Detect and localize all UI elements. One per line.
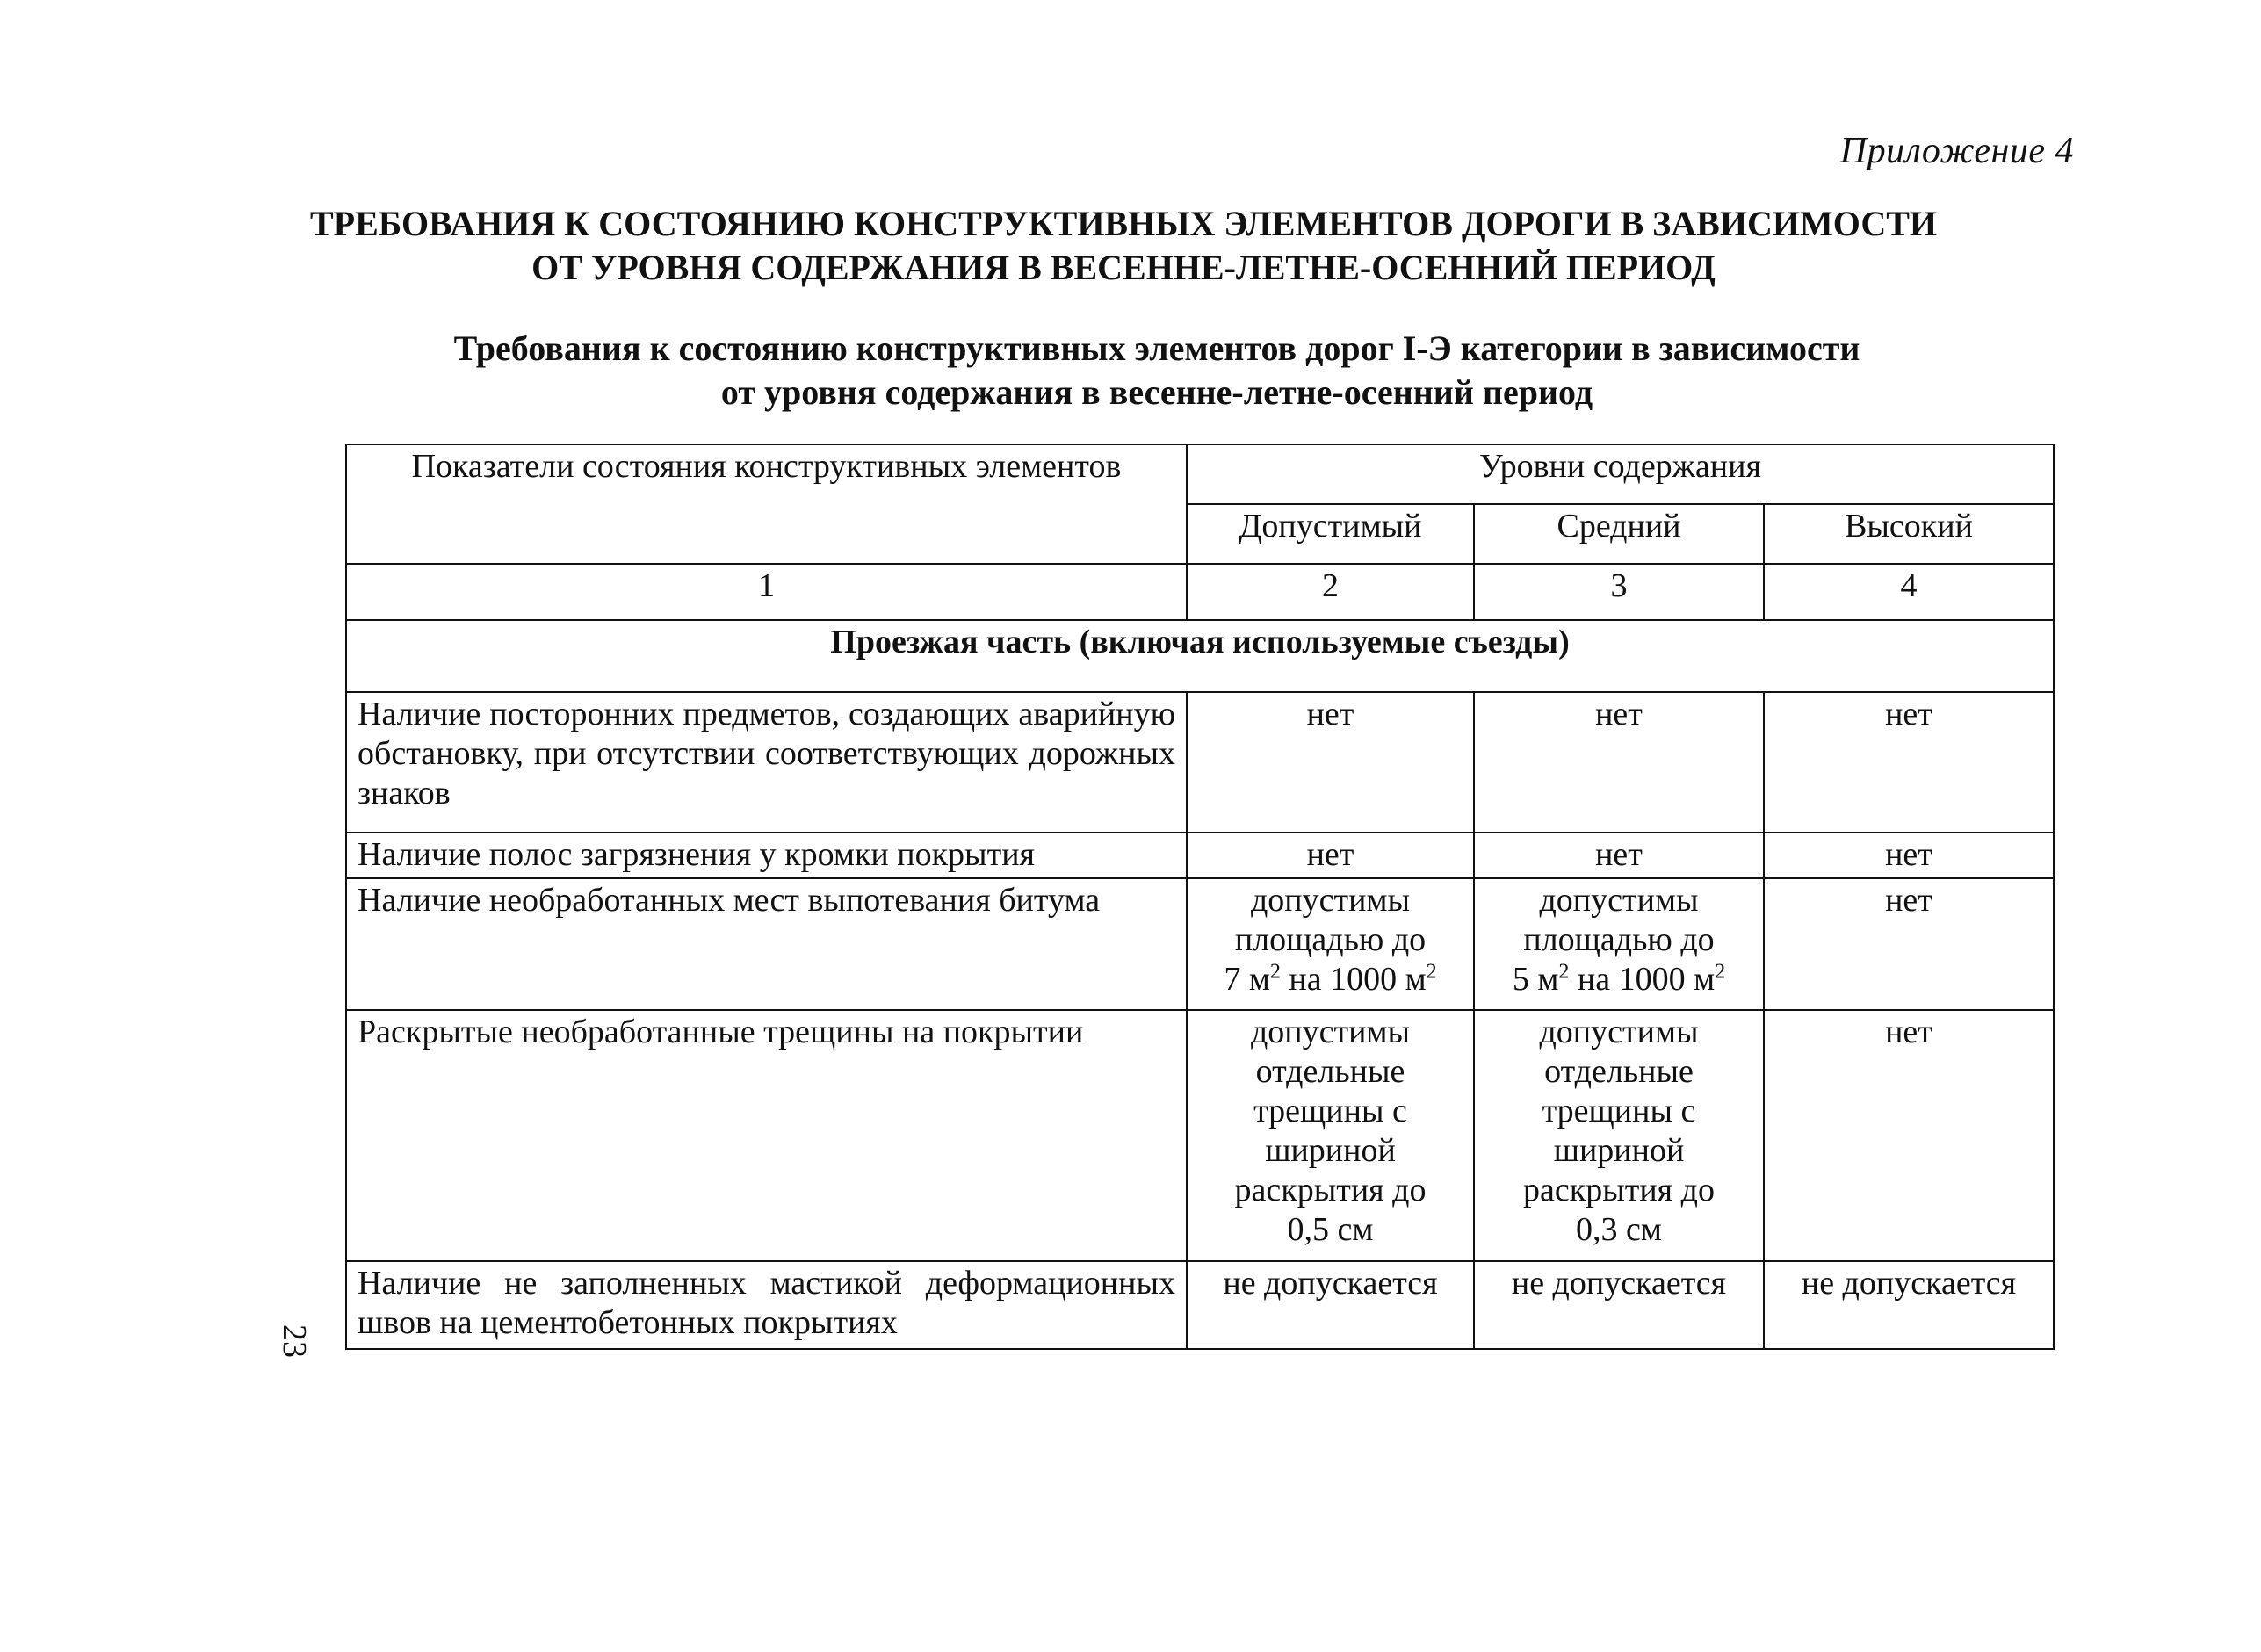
value-line: допустимы	[1250, 882, 1411, 919]
main-title-line-2: ОТ УРОВНЯ СОДЕРЖАНИЯ В ВЕСЕННЕ-ЛЕТНЕ-ОСЕННИЙ ПЕРИОД	[531, 248, 1716, 287]
table-row	[346, 692, 2054, 833]
value-area-line	[1198, 960, 1463, 999]
table-row	[346, 833, 2054, 878]
value-high: нет	[1764, 878, 2054, 1010]
value-line: раскрытия до	[1234, 1172, 1427, 1208]
section-row	[346, 620, 2054, 692]
value-acceptable	[1187, 878, 1474, 1010]
col-number: 2	[1187, 564, 1474, 620]
appendix-label: Приложение 4	[1839, 131, 2074, 171]
col-number: 1	[346, 564, 1187, 620]
row-description: Раскрытые необработанные трещины на покрытии	[346, 1010, 1187, 1261]
section-title: Проезжая часть (включая используемые съезды)	[346, 620, 2054, 692]
value-high: не допускается	[1764, 1261, 2054, 1349]
value-acceptable: нет	[1187, 833, 1474, 878]
requirements-table	[345, 444, 2055, 1350]
area-per: на 1000 м	[1280, 961, 1427, 998]
square-superscript: 2	[1426, 960, 1437, 984]
main-title	[0, 202, 2254, 290]
header-row-top	[346, 444, 2054, 504]
page-number: 23	[276, 1324, 313, 1358]
value-line: трещины с	[1253, 1093, 1407, 1129]
col-number: 3	[1474, 564, 1764, 620]
value-medium	[1474, 878, 1764, 1010]
sub-title-line-2: от уровня содержания в весенне-летне-осенний период	[720, 372, 1593, 412]
row-description: Наличие не заполненных мастикой деформационных швов на цементобетонных покрытиях	[346, 1261, 1187, 1349]
table-row	[346, 878, 2054, 1010]
area-value: 5 м	[1512, 961, 1559, 998]
col-number: 4	[1764, 564, 2054, 620]
sub-title-line-1: Требования к состоянию конструктивных элементов дорог I-Э категории в зависимости	[453, 328, 1860, 368]
value-high: нет	[1764, 692, 2054, 833]
column-numbers-row	[346, 564, 2054, 620]
value-medium: не допускается	[1474, 1261, 1764, 1349]
level-header-high: Высокий	[1764, 504, 2054, 564]
value-line: 0,5 см	[1287, 1211, 1374, 1248]
value-high: нет	[1764, 1010, 2054, 1261]
value-medium: нет	[1474, 692, 1764, 833]
value-line: площадью до	[1523, 921, 1715, 958]
value-line: отдельные	[1544, 1053, 1694, 1090]
sub-title	[26, 327, 2261, 415]
table-row	[346, 1010, 2054, 1261]
value-acceptable: нет	[1187, 692, 1474, 833]
square-superscript: 2	[1715, 960, 1726, 984]
value-line: раскрытия до	[1523, 1172, 1715, 1208]
value-line: 0,3 см	[1576, 1211, 1662, 1248]
square-superscript: 2	[1269, 960, 1281, 984]
value-line: допустимы	[1539, 1014, 1699, 1050]
row-description: Наличие посторонних предметов, создающих аварийную обстановку, при отсутствии соответствующих дорожных знаков	[346, 692, 1187, 833]
value-line: шириной	[1265, 1132, 1396, 1169]
level-header-acceptable: Допустимый	[1187, 504, 1474, 564]
square-superscript: 2	[1558, 960, 1570, 984]
levels-group-header: Уровни содержания	[1187, 444, 2054, 504]
area-per: на 1000 м	[1569, 961, 1716, 998]
value-line: допустимы	[1539, 882, 1699, 919]
value-area-line	[1485, 960, 1752, 999]
area-value: 7 м	[1224, 961, 1270, 998]
main-title-line-1: ТРЕБОВАНИЯ К СОСТОЯНИЮ КОНСТРУКТИВНЫХ ЭЛЕМЕНТОВ ДОРОГИ В ЗАВИСИМОСТИ	[310, 204, 1937, 243]
value-line: отдельные	[1255, 1053, 1405, 1090]
row-description: Наличие полос загрязнения у кромки покрытия	[346, 833, 1187, 878]
row-description: Наличие необработанных мест выпотевания битума	[346, 878, 1187, 1010]
value-acceptable	[1187, 1010, 1474, 1261]
value-line: площадью до	[1234, 921, 1427, 958]
value-high: нет	[1764, 833, 2054, 878]
value-acceptable: не допускается	[1187, 1261, 1474, 1349]
value-line: шириной	[1553, 1132, 1685, 1169]
value-medium: нет	[1474, 833, 1764, 878]
value-line: трещины с	[1542, 1093, 1696, 1129]
table-row	[346, 1261, 2054, 1349]
value-medium	[1474, 1010, 1764, 1261]
level-header-medium: Средний	[1474, 504, 1764, 564]
col1-header: Показатели состояния конструктивных элементов	[346, 444, 1187, 564]
value-line: допустимы	[1250, 1014, 1411, 1050]
